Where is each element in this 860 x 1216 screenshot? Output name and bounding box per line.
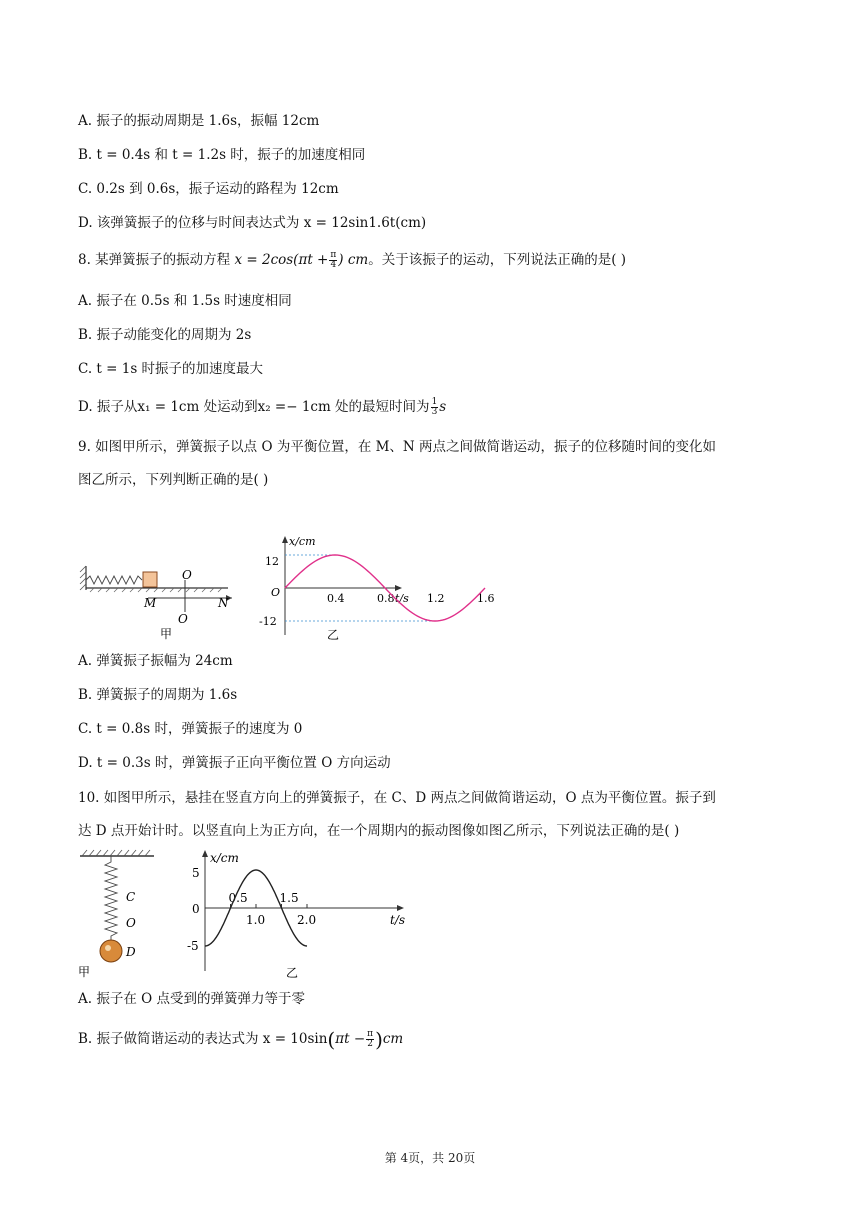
y-axis-arrow bbox=[282, 536, 288, 543]
q9-stem-line2: 图乙所示，下列判断正确的是( ) bbox=[78, 472, 269, 488]
q8-stem-prefix: 8. 某弹簧振子的振动方程 bbox=[78, 252, 231, 268]
paren-close: ) bbox=[375, 1027, 383, 1052]
q10-figure-jia bbox=[78, 846, 158, 982]
q10-option-b-text: B. 振子做简谐运动的表达式为 x = 10sin bbox=[78, 1031, 328, 1047]
x-tick-label: 0.8 bbox=[377, 592, 395, 605]
x-axis-label: t/s bbox=[390, 913, 406, 927]
x-axis-arrow bbox=[395, 585, 402, 591]
label-o-top: O bbox=[182, 568, 192, 582]
ball-highlight bbox=[105, 945, 111, 951]
q9-option-b: B. 弹簧振子的周期为 1.6s bbox=[78, 687, 238, 703]
spring bbox=[86, 576, 142, 584]
q10-option-b bbox=[78, 1029, 403, 1050]
q10-b-frac-den: 2 bbox=[367, 1039, 373, 1049]
x-tick-label: 0.5 bbox=[228, 891, 248, 905]
q10-option-b-arg: πt − bbox=[335, 1031, 366, 1047]
wall-hatch bbox=[80, 566, 86, 590]
page-footer: 第 4页，共 20页 bbox=[384, 1151, 476, 1165]
q8-d-frac-den: 3 bbox=[431, 407, 438, 417]
y-tick-label-1: -5 bbox=[187, 939, 199, 953]
y-tick-label-0: 5 bbox=[192, 866, 200, 880]
q10-figure-yi bbox=[180, 846, 420, 982]
q7-option-a: A. 振子的振动周期是 1.6s，振幅 12cm bbox=[78, 113, 320, 129]
origin-label: 0 bbox=[192, 902, 200, 916]
q8-option-d-unit: s bbox=[439, 399, 447, 415]
q7-option-b: B. t = 0.4s 和 t = 1.2s 时，振子的加速度相同 bbox=[78, 147, 366, 163]
q10-b-frac-num: π bbox=[367, 1029, 374, 1039]
y-axis-label: x/cm bbox=[289, 535, 316, 548]
x-tick-label: 2.0 bbox=[297, 913, 317, 927]
label-m: M bbox=[144, 596, 157, 610]
oscillator-block bbox=[143, 572, 157, 587]
q10-stem-line2: 达 D 点开始计时。以竖直向上为正方向，在一个周期内的振动图像如图乙所示，下列说法正确的是( ) bbox=[78, 823, 680, 839]
q8-option-d bbox=[78, 397, 446, 417]
q9-stem-line1: 9. 如图甲所示，弹簧振子以点 O 为平衡位置，在 M、N 两点之间做简谐运动，振子的位移随时间的变化如 bbox=[78, 439, 717, 455]
q9-figure-jia bbox=[80, 560, 240, 642]
q8-frac-den: 4 bbox=[330, 260, 337, 270]
label-n: N bbox=[218, 596, 229, 610]
q8-stem bbox=[78, 250, 626, 270]
y-tick-label-0: 12 bbox=[265, 555, 279, 568]
spring bbox=[105, 856, 117, 940]
q10-option-b-unit: cm bbox=[382, 1031, 404, 1047]
q8-d-frac-num: 1 bbox=[431, 397, 438, 407]
oscillator-ball bbox=[100, 940, 122, 962]
y-tick-label-1: -12 bbox=[259, 615, 277, 628]
q8-option-d-text: D. 振子从x₁ = 1cm 处运动到x₂ =− 1cm 处的最短时间为 bbox=[78, 399, 430, 415]
label-o: O bbox=[126, 916, 136, 930]
caption-yi: 乙 bbox=[286, 966, 299, 980]
x-tick-label: 1.0 bbox=[246, 913, 266, 927]
q8-stem-eq-post: ) cm bbox=[338, 252, 369, 268]
caption-jia: 甲 bbox=[78, 965, 91, 979]
q8-option-a: A. 振子在 0.5s 和 1.5s 时速度相同 bbox=[78, 293, 292, 309]
q7-option-c: C. 0.2s 到 0.6s，振子运动的路程为 12cm bbox=[78, 181, 339, 197]
y-axis-label: x/cm bbox=[210, 851, 239, 865]
q8-frac-num: π bbox=[330, 250, 337, 260]
caption-yi: 乙 bbox=[327, 628, 340, 642]
x-tick-label: 0.4 bbox=[327, 592, 345, 605]
q8-stem-suffix: 。关于该振子的运动，下列说法正确的是( ) bbox=[368, 252, 627, 268]
x-tick-label: 1.5 bbox=[279, 891, 299, 905]
q8-stem-fraction bbox=[329, 251, 337, 270]
y-axis-arrow bbox=[202, 850, 208, 857]
q10-stem-line1: 10. 如图甲所示，悬挂在竖直方向上的弹簧振子，在 C、D 两点之间做简谐运动，O 点为平衡位置。振子到 bbox=[78, 790, 716, 806]
ceiling-hatch bbox=[82, 850, 150, 856]
q8-option-c: C. t = 1s 时振子的加速度最大 bbox=[78, 361, 264, 377]
label-d: D bbox=[126, 945, 136, 959]
q8-option-b: B. 振子动能变化的周期为 2s bbox=[78, 327, 252, 343]
origin-label: O bbox=[271, 586, 281, 599]
label-o-bottom: O bbox=[178, 612, 188, 626]
q10-option-b-fraction bbox=[366, 1030, 374, 1049]
x-tick-label: 1.2 bbox=[427, 592, 445, 605]
q9-option-a: A. 弹簧振子振幅为 24cm bbox=[78, 653, 233, 669]
x-axis-label: t/s bbox=[395, 592, 409, 605]
label-c: C bbox=[126, 890, 136, 904]
q9-option-d: D. t = 0.3s 时，弹簧振子正向平衡位置 O 方向运动 bbox=[78, 755, 391, 771]
x-tick-labels bbox=[229, 891, 317, 927]
x-axis-arrow bbox=[397, 905, 404, 911]
q9-option-c: C. t = 0.8s 时，弹簧振子的速度为 0 bbox=[78, 721, 303, 737]
q8-option-d-fraction bbox=[431, 398, 439, 417]
q9-figure-yi bbox=[255, 532, 495, 644]
q10-option-a: A. 振子在 O 点受到的弹簧弹力等于零 bbox=[78, 991, 305, 1007]
q7-option-d: D. 该弹簧振子的位移与时间表达式为 x = 12sin1.6t(cm) bbox=[78, 215, 427, 231]
caption-jia: 甲 bbox=[160, 627, 173, 641]
q8-stem-eq: x = 2cos(πt + bbox=[234, 252, 329, 268]
paren-open: ( bbox=[327, 1027, 336, 1052]
x-tick-label: 1.6 bbox=[477, 592, 495, 605]
